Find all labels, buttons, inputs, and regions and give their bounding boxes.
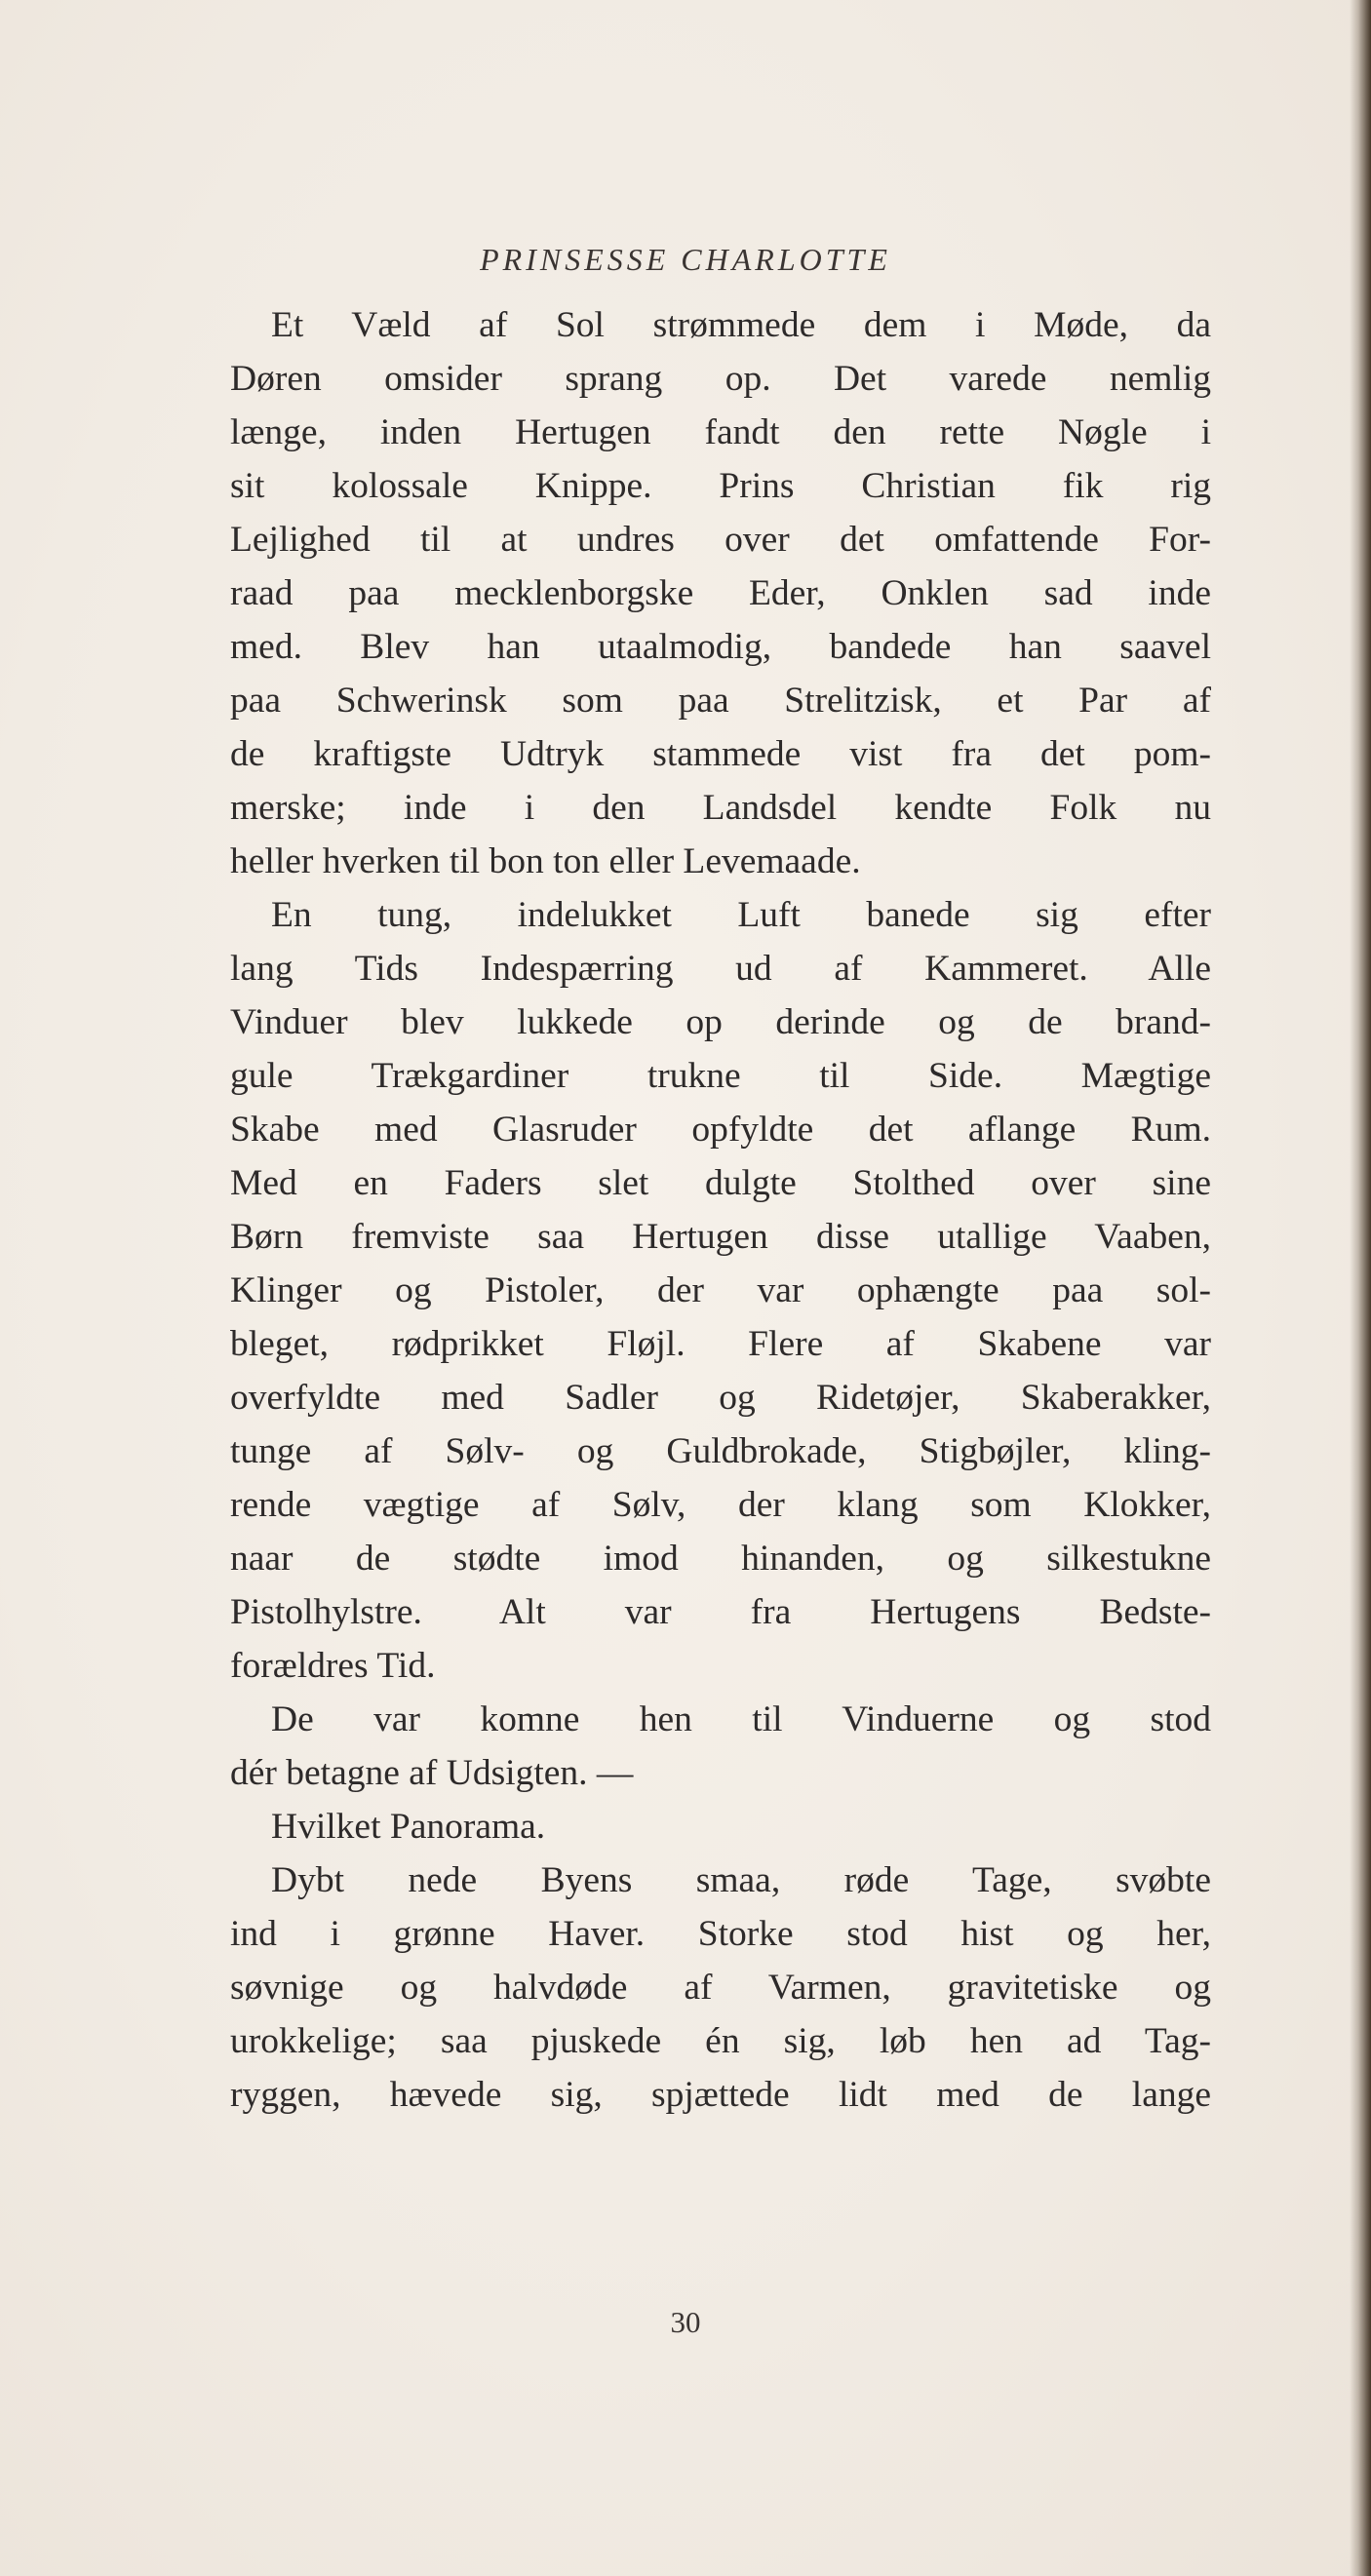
text-line: ind i grønne Haver. Storke stod hist og her, [230, 1914, 1211, 1954]
text-line: Dybt nede Byens smaa, røde Tage, svøbte [271, 1860, 1211, 1900]
page-number: 30 [670, 2305, 701, 2339]
text-line: dér betagne af Udsigten. — [230, 1753, 634, 1793]
text-line: Med en Faders slet dulgte Stolthed over sine [230, 1163, 1211, 1203]
text-line: forældres Tid. [230, 1646, 436, 1686]
text-line: naar de stødte imod hinanden, og silkestukne [230, 1539, 1211, 1579]
text-line: Klinger og Pistoler, der var ophængte paa sol- [230, 1270, 1211, 1310]
text-line: søvnige og halvdøde af Varmen, gravitetiske og [230, 1968, 1211, 2008]
text-line: De var komne hen til Vinduerne og stod [271, 1699, 1211, 1739]
text-line: overfyldte med Sadler og Ridetøjer, Skaberakker, [230, 1378, 1211, 1418]
text-line: urokkelige; saa pjuskede én sig, løb hen ad Tag- [230, 2021, 1211, 2061]
text-line: raad paa mecklenborgske Eder, Onklen sad inde [230, 573, 1211, 613]
text-line: heller hverken til bon ton eller Levemaade. [230, 841, 861, 881]
text-line: Pistolhylstre. Alt var fra Hertugens Bedste- [230, 1592, 1211, 1632]
text-line: Skabe med Glasruder opfyldte det aflange Rum. [230, 1110, 1211, 1150]
text-line: En tung, indelukket Luft banede sig efter [271, 895, 1211, 935]
text-line: Hvilket Panorama. [271, 1807, 546, 1847]
text-line: de kraftigste Udtryk stammede vist fra det pom- [230, 734, 1211, 774]
text-line: bleget, rødprikket Fløjl. Flere af Skabene var [230, 1324, 1211, 1364]
text-line: Børn fremviste saa Hertugen disse utallige Vaaben, [230, 1217, 1211, 1257]
body-text [230, 298, 1211, 2122]
text-line: Lejlighed til at undres over det omfattende For- [230, 520, 1211, 560]
text-line: rende vægtige af Sølv, der klang som Klokker, [230, 1485, 1211, 1525]
text-line: Vinduer blev lukkede op derinde og de brand- [230, 1002, 1211, 1042]
text-line: med. Blev han utaalmodig, bandede han saavel [230, 627, 1211, 667]
text-line: gule Trækgardiner trukne til Side. Mægtige [230, 1056, 1211, 1096]
text-line: merske; inde i den Landsdel kendte Folk nu [230, 788, 1211, 828]
text-line: tunge af Sølv- og Guldbrokade, Stigbøjler, kling- [230, 1431, 1211, 1471]
text-line: Et Væld af Sol strømmede dem i Møde, da [271, 305, 1211, 345]
page-edge-shadow [1350, 0, 1371, 2576]
text-line: lang Tids Indespærring ud af Kammeret. Alle [230, 949, 1211, 989]
text-line: Døren omsider sprang op. Det varede nemlig [230, 359, 1211, 399]
text-line: længe, inden Hertugen fandt den rette Nøgle i [230, 412, 1211, 452]
running-head: PRINSESSE CHARLOTTE [480, 242, 891, 277]
text-line: ryggen, hævede sig, spjættede lidt med de lange [230, 2075, 1211, 2115]
text-line: paa Schwerinsk som paa Strelitzisk, et Par af [230, 681, 1211, 721]
text-line: sit kolossale Knippe. Prins Christian fik rig [230, 466, 1211, 506]
